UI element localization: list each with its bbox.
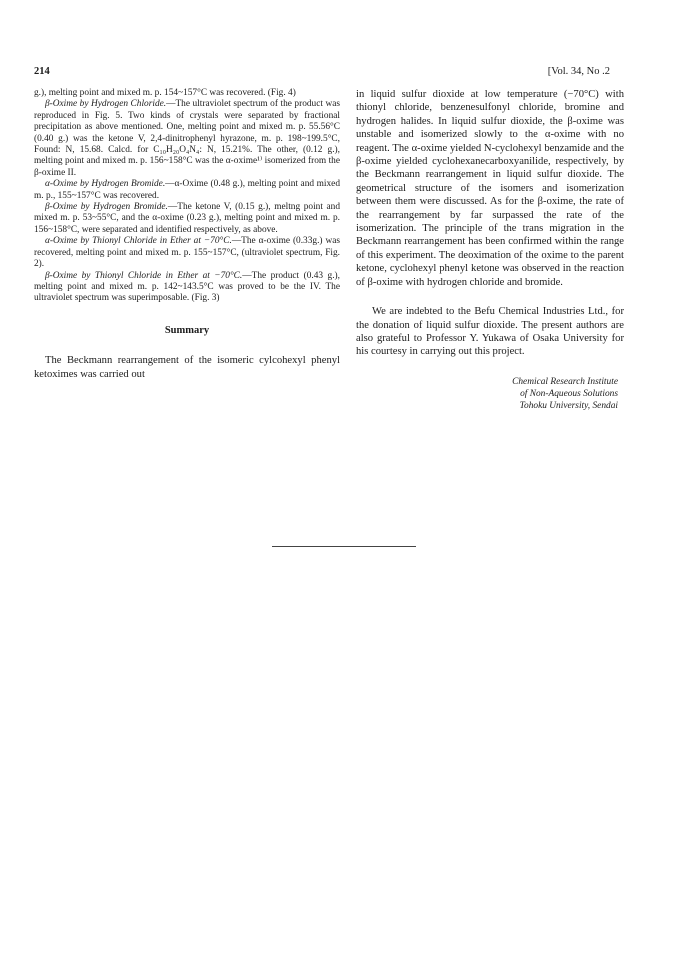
journal-volume: [Vol. 34, No .2 xyxy=(547,66,610,77)
page-number: 214 xyxy=(34,66,50,77)
author-affiliation xyxy=(356,376,624,412)
section-body: —The ultraviolet spectrum of the product was reproduced in Fig. 5. Two kinds of crystals were separated by fractional precipitation as above mentioned. One, melting point and mixed m. p. 55.56°C (0.40 g.) was the ketone V, 2,4-dinitrophenyl hyrazone, m. p. 198~199.5°C, Found: N, 15.68. Calcd. for C₁₀H₂₀O₄N₄: N, 15.21%. The other, (0.12 g.), melting point and mixed m. p. 156~158°C was the α-oxime¹⁾ isomerized from the β-oxime II. xyxy=(34,99,341,178)
end-rule xyxy=(272,546,416,547)
section-title: β-Oxime by Hydrogen Bromide. xyxy=(45,202,168,213)
paragraph-beta-oxime-hcl xyxy=(34,99,340,179)
section-title: β-Oxime by Hydrogen Chloride. xyxy=(45,99,167,110)
summary-text: The Beckmann rearrangement of the isomeric cylcohexyl phenyl ketoximes was carried out xyxy=(34,355,340,380)
right-column xyxy=(356,88,624,412)
section-body: —The product (0.43 g.), melting point and mixed m. p. 142~143.5°C was proved to be the IV. The ultraviolet spectrum was superimposable. (Fig. 3) xyxy=(34,270,340,304)
acknowledgement: We are indebted to the Befu Chemical Industries Ltd., for the donation of liquid sulfur dioxide. The present authors are also grateful to Professor Y. Yukawa of Osaka University for his courtesy in carrying out this project. xyxy=(356,306,624,358)
affiliation-line: Chemical Research Institute xyxy=(512,376,618,387)
paragraph-fig4-result: g.), melting point and mixed m. p. 154~157°C was recovered. (Fig. 4) xyxy=(34,88,296,98)
section-title: β-Oxime by Thionyl Chloride in Ether at −70°C. xyxy=(45,270,243,281)
paragraph-beta-oxime-hbr xyxy=(34,202,340,236)
section-body: —α-Oxime (0.48 g.), melting point and mixed m. p., 155~157°C was recovered. xyxy=(34,179,340,201)
paragraph-beta-oxime-socl2 xyxy=(34,271,340,305)
summary-continuation: in liquid sulfur dioxide at low temperature (−70°C) with thionyl chloride, benzenesulfonyl chloride, bromine and hydrogen halides. In liquid sulfur dioxide, the β-oxime was unstable and isomerized slowly to the α-oxime with no reagent. The α-oxime yielded N-cyclohexyl benzamide and the β-oxime yielded cyclohexanecarboxyanilide, respectively, by the Beckmann rearrangement in liquid sulfur dioxide. The geometrical structure of the isomers and isomerization between them were discussed. As for the β-oxime, the rate of the rearrangement by far surpassed the rate of the isomerization. The principle of the trans migration in the Beckmann rearrangement has been confirmed within the range of this experiment. The deoximation of the oxime to the parent ketone, cyclohexyl phenyl ketone was observed in the reaction of β-oxime with hydrogen chloride and bromide. xyxy=(356,89,624,288)
left-column xyxy=(34,88,340,381)
section-title: α-Oxime by Thionyl Chloride in Ether at −70°C. xyxy=(45,236,232,247)
section-title: α-Oxime by Hydrogen Bromide. xyxy=(45,179,166,190)
paragraph-alpha-oxime-hbr xyxy=(34,179,340,202)
summary-heading: Summary xyxy=(164,324,210,336)
section-body: —The α-oxime (0.33g.) was recovered, melting point and mixed m. p. 155~157°C, (ultraviolet spectrum, Fig. 2). xyxy=(34,236,340,270)
affiliation-line: Tohoku University, Sendai xyxy=(519,400,618,411)
paragraph-alpha-oxime-socl2 xyxy=(34,236,340,270)
affiliation-line: of Non-Aqueous Solutions xyxy=(520,388,618,399)
section-body: —The ketone V, (0.15 g.), meltng point and mixed m. p. 53~55°C, and the α-oxime (0.23 g.), melting point and mixed m. p. 156~158°C, were separated and identified respectively, as above. xyxy=(34,202,341,235)
